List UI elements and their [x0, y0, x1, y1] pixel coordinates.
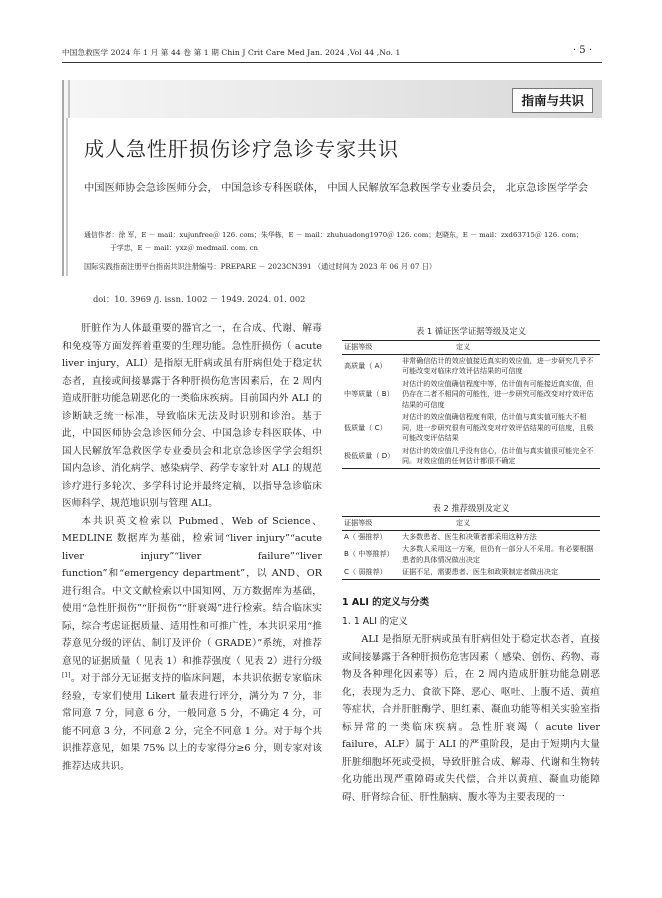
page-number: · 5 ·	[572, 45, 592, 56]
body-right-column	[342, 631, 600, 806]
cell-level: 高质量（ A）	[344, 360, 387, 370]
paragraph: ALI 是指原无肝病或虽有肝病但处于稳定状态者，直接或间接暴露于各种肝损伤危害因素（ 感染、创伤、药物、毒物及各种理化因素等）后，在 2 周内造成肝脏功能急剧恶化，表现为乏力、食欲下降、恶心、呕吐、上腹不适、黄疸等症状，合并肝脏酶学、胆红素、凝血功能等相关实验室指标异常的一类临床疾病。急性肝衰竭（ acute liver failure，ALF）属于 ALI 的严重阶段，是由于短期内大量肝脏细胞坏死或受损，导致肝脏合成、解毒、代谢和生物转化功能出现严重障碍或失代偿，合并以黄疸、凝血功能障碍、肝肾综合征、肝性脑病、腹水等为主要表现的一	[342, 634, 600, 803]
col-header-level: 证据等级	[344, 342, 373, 351]
cell-definition: 非常确信估计的效应值接近真实的效应值，进一步研究几乎不可能改变对临床疗效评估结果的可信度	[402, 355, 594, 375]
paragraph-text: 本共识英文检索以 Pubmed、Web of Science、MEDLINE 数据库为基础，检索词“liver injury”“acute liver injury”“liver failure”“liver function”和“emergency department”，以 AND、OR 进行组合。中文文献检索以中国知网、万方数据库为基础，使用“急性肝损伤”“肝损伤”“肝衰竭”进行检索。结合临床实际，综合考虑证据质量、适用性和可推广性，本共识采用“推荐意见分级的评估、制订及评价（ GRADE）”系统，对推荐意见的证据质量（ 见表 1）和推荐强度（ 见表 2）进行分级	[62, 515, 322, 667]
table1-evidence-levels	[342, 340, 600, 469]
corresponding-line: 通信作者：徐 军，E － mail：xujunfree＠ 126. com；朱华栋，E － mail：zhuhuadong1970＠ 126. com；赵晓东，E － mail：zxd63715＠ 126. com；	[84, 231, 583, 239]
table-row	[342, 354, 600, 378]
table-header-row	[342, 341, 600, 355]
cell-level: 极低质量（ D）	[344, 450, 395, 460]
table-row	[342, 530, 600, 543]
corresponding-line: 于学忠，E － mail：yxz＠ medmail. com. cn	[110, 243, 258, 252]
section-band	[62, 80, 602, 118]
subsection-heading: 1. 1 ALI 的定义	[342, 616, 408, 627]
article-title: 成人急性肝损伤诊疗急诊专家共识	[84, 137, 399, 161]
section-tag: 指南与共识	[512, 88, 593, 113]
running-head: 中国急救医学 2024 年 1 月 第 44 卷 第 1 期 Chin J Crit Care Med Jan. 2024 ,Vol 44 ,No. 1	[62, 48, 401, 57]
cell-definition: 大多数患者、医生和决策者都采用这种方法	[402, 531, 537, 541]
cell-level: 低质量（ C）	[344, 422, 387, 432]
citation[interactable]: [1]	[62, 671, 71, 679]
header-rule	[62, 62, 602, 63]
paragraph	[62, 513, 322, 776]
decorative-rule	[66, 118, 68, 276]
table-row	[342, 543, 600, 566]
cell-definition: 对估计的效应值确信程度中等，估计值有可能接近真实值，但仍存在二者不相同的可能性，进一步研究可能改变对疗效评估结果的可信度	[402, 378, 594, 409]
section-heading: 1 ALI 的定义与分类	[342, 597, 430, 608]
table1-caption: 表 1 循证医学证据等级及定义	[415, 326, 527, 336]
guideline-registration: 国际实践指南注册平台指南共识注册编号：PREPARE － 2023CN391 （通过时间为 2023 年 06 月 07 日）	[84, 262, 437, 271]
col-header-level: 证据等级	[344, 518, 373, 527]
table-row	[342, 445, 600, 469]
paragraph: 肝脏作为人体最重要的器官之一，在合成、代谢、解毒和免疫等方面发挥着重要的生理功能。急性肝损伤（ acute liver injury，ALI）是指原无肝病或虽有肝病但处于稳定状态者，直接或间接暴露于各种肝损伤危害因素后，在 2 周内造成肝脏功能急剧恶化的一类临床疾病。目前国内外 ALI 的诊断缺乏统一标准，导致临床无法及时识别和诊治。基于此，中国医师协会急诊医师分会、中国急诊专科医联体、中国人民解放军急救医学专业委员会和北京急诊医学学会组织国内急诊、消化病学、感染病学、药学专家针对 ALI 的规范诊疗进行多轮次、多学科讨论并最终定稿，以指导急诊临床医师科学、规范地识别与管理 ALI。	[62, 323, 322, 509]
cell-level: B（ 中等推荐）	[344, 549, 394, 559]
author-list: 中国医师协会急诊医师分会， 中国急诊专科医联体， 中国人民解放军急救医学专业委员会， 北京急诊医学学会	[84, 182, 589, 194]
decorative-rule	[62, 118, 64, 276]
corresponding-authors	[84, 229, 594, 254]
table2-caption: 表 2 推荐级别及定义	[432, 503, 510, 513]
cell-definition: 证据不足，需要患者、医生和政策制定者做出决定	[402, 567, 559, 576]
table2-recommendation-grades	[342, 516, 600, 580]
cell-definition: 对估计的效应值确信程度有限，估计值与真实值可能大不相同，进一步研究很有可能改变对疗效评估结果的可信度，且极可能改变评估结果	[402, 412, 594, 442]
table-row	[342, 411, 600, 445]
col-header-definition: 定义	[456, 518, 471, 527]
col-header-definition: 定义	[456, 342, 471, 351]
paragraph-text: 。对于部分无证据支持的临床问题，本共识依据专家临床经验，专家们使用 Likert 量表进行评分，满分为 7 分，非常同意 7 分，同意 6 分，一般同意 5 分，不确定 4 分，可能不同意 3 分，不同意 2 分，完全不同意 1 分。对于每个共识推荐意见，如果 75% 以上的专家得分≥6 分，则专家对该推荐达成共识。	[62, 673, 322, 772]
table-row	[342, 566, 600, 579]
cell-level: C（ 弱推荐）	[344, 567, 387, 576]
cell-level: A（ 强推荐）	[344, 531, 387, 541]
table-row	[342, 378, 600, 412]
doi: doi：10. 3969 /j. issn. 1002 － 1949. 2024. 01. 002	[93, 294, 306, 304]
body-left-column	[62, 320, 322, 775]
cell-level: 中等质量（ B）	[344, 389, 394, 398]
cell-definition: 大多数人采用这一方案，但仍有一部分人不采用。有必要根据患者的具体情况做出决定	[402, 544, 594, 564]
table-header-row	[342, 517, 600, 531]
cell-definition: 对估计的效应值几乎没有信心，估计值与真实值很可能完全不同。对效应值的任何估计都很不确定	[402, 445, 594, 465]
